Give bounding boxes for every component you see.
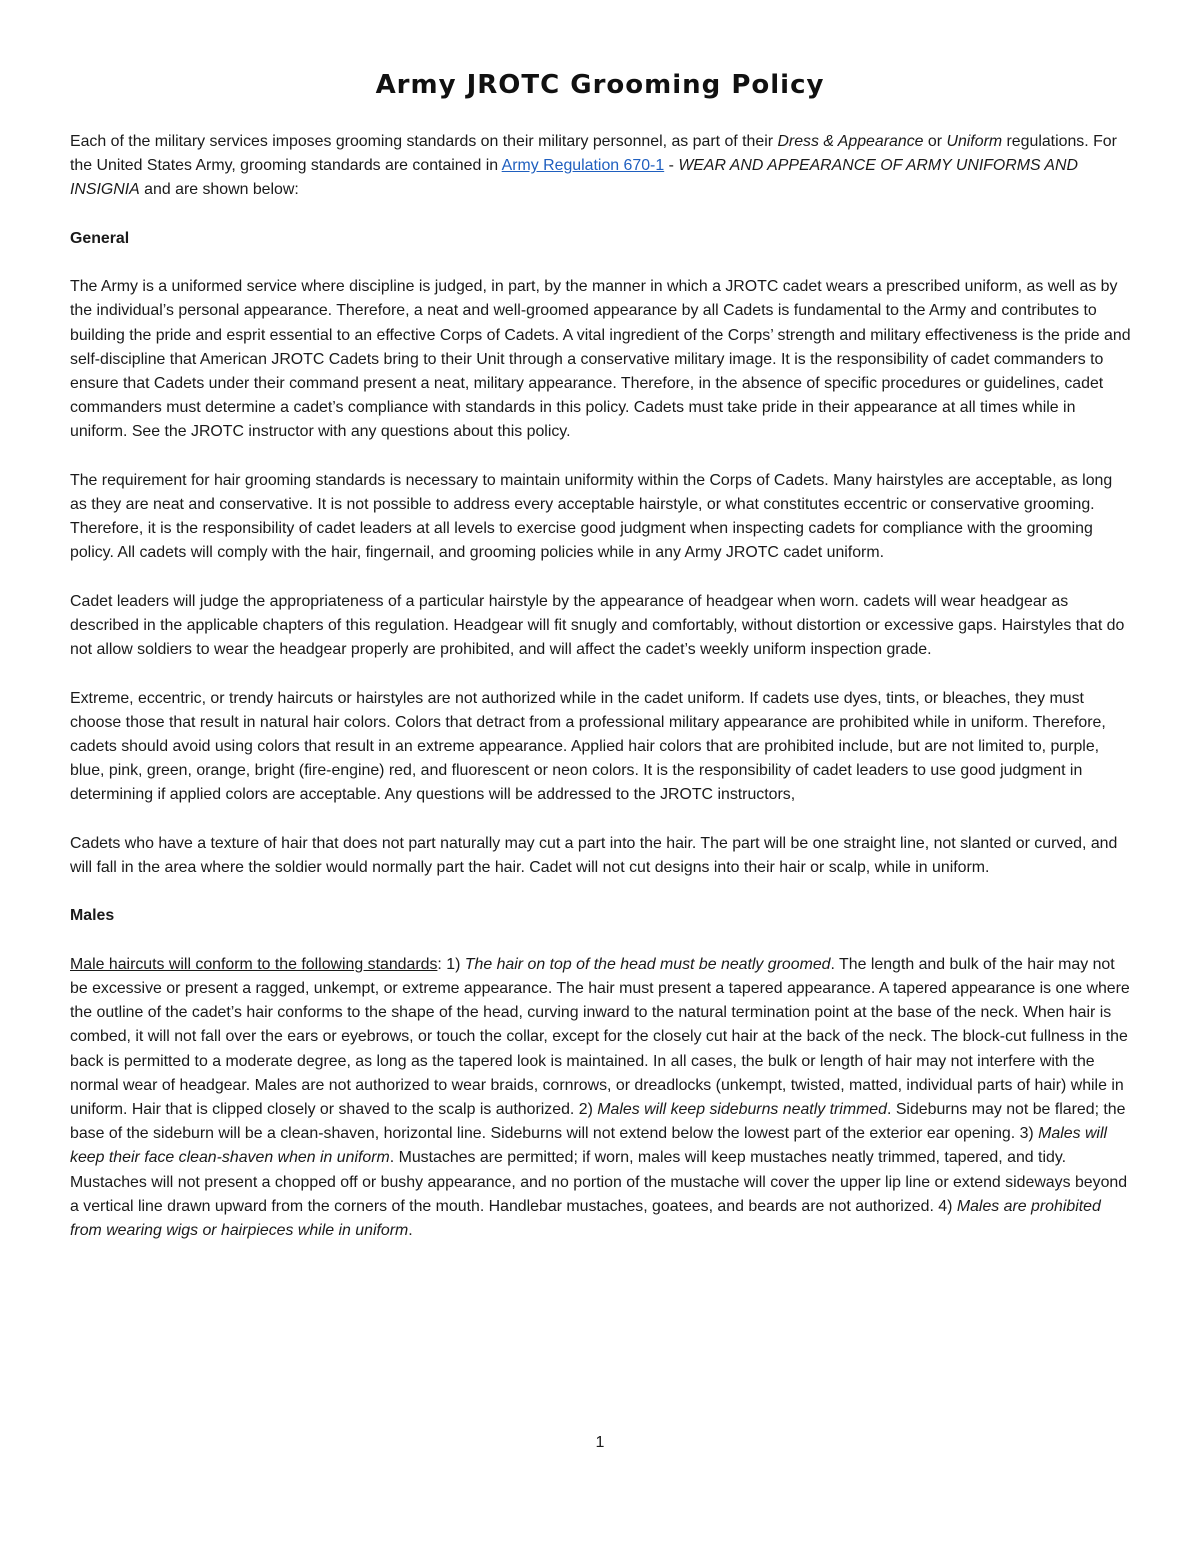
males-text: . Mustaches are permitted; if worn, males will keep mustaches neatly trimmed, tapered, and tidy. Mustaches will not present a chopped off or bushy appearance, and no portion of the mustache will cover the upper lip line or extend sideways beyond a vertical line drawn upward from the corners of the mouth. Handlebar mustaches, goatees, and beards are not authorized. 4): [70, 1149, 1128, 1215]
males-heading: Males: [70, 907, 115, 925]
page-title: Army JROTC Grooming Policy: [375, 70, 825, 100]
intro-paragraph: [70, 130, 1132, 203]
intro-dress-appearance: Dress & Appearance: [777, 133, 924, 150]
general-paragraph-1: The Army is a uniformed service where discipline is judged, in part, by the manner in which a JROTC cadet wears a prescribed uniform, as well as by the individual’s personal appearance. Therefore, a neat and well-groomed appearance by all Cadets is fundamental to the Army and contributes to building the pride and esprit essential to an effective Corps of Cadets. A vital ingredient of the Corps’ strength and military effectiveness is the pride and self-discipline that American JROTC Cadets bring to their Unit through a conservative military image. It is the responsibility of cadet commanders to ensure that Cadets under their command present a neat, military appearance. Therefore, in the absence of specific procedures or guidelines, cadet commanders must determine a cadet’s compliance with standards in this policy. Cadets must take pride in their appearance at all times while in uniform. See the JROTC instructor with any questions about this policy.: [70, 278, 1131, 441]
intro-uniform: Uniform: [946, 133, 1003, 150]
general-paragraph-4: Extreme, eccentric, or trendy haircuts or hairstyles are not authorized while in the cadet uniform. If cadets use dyes, tints, or bleaches, they must choose those that result in natural hair colors. Colors that detract from a professional military appearance are prohibited while in uniform. Therefore, cadets should avoid using colors that result in an extreme appearance. Applied hair colors that are prohibited include, but are not limited to, purple, blue, pink, green, orange, bright (fire-engine) red, and fluorescent or neon colors. It is the responsibility of cadet leaders to use good judgment in determining if applied colors are acceptable. Any questions will be addressed to the JROTC instructors,: [70, 689, 1106, 804]
males-rule-hair-top: The hair on top of the head must be neatly groomed: [464, 955, 831, 973]
intro-text: or: [923, 133, 947, 150]
general-paragraph-3: Cadet leaders will judge the appropriateness of a particular hairstyle by the appearance of headgear when worn. cadets will wear headgear as described in the applicable chapters of this regulation. Headgear will fit snugly and comfortably, without distortion or excessive gaps. Hairstyles that do not allow soldiers to wear the headgear properly are prohibited, and will affect the cadet’s weekly uniform inspection grade.: [70, 592, 1125, 659]
intro-regulation-title: WEAR AND APPEARANCE OF ARMY UNIFORMS AND INSIGNIA: [70, 157, 1078, 199]
general-heading: General: [70, 229, 130, 247]
males-rule-wigs: Males are prohibited from wearing wigs or hairpieces while in uniform: [70, 1197, 1101, 1240]
males-rule-clean-shaven: Males will keep their face clean-shaven when in uniform: [70, 1125, 1108, 1167]
document-body: [70, 130, 1132, 1267]
males-text: . The length and bulk of the hair may not be excessive or present a ragged, unkempt, or extreme appearance. The hair must present a tapered appearance. A tapered appearance is one where the outline of the cadet’s hair conforms to the shape of the head, curving inward to the natural termination point at the base of the neck. When hair is combed, it will not fall over the ears or eyebrows, or touch the collar, except for the closely cut hair at the back of the neck. The block-cut fullness in the back is permitted to a moderate degree, as long as the tapered look is maintained. In all cases, the bulk or length of hair may not interfere with the normal wear of headgear. Males are not authorized to wear braids, cornrows, or dreadlocks (unkempt, twisted, matted, individual parts of hair) while in uniform. Hair that is clipped closely or shaved to the scalp is authorized. 2): [70, 955, 1130, 1118]
intro-text: and are shown below:: [139, 181, 299, 199]
army-regulation-link[interactable]: Army Regulation 670-1: [501, 157, 665, 175]
general-paragraph-2: The requirement for hair grooming standards is necessary to maintain uniformity within the Corps of Cadets. Many hairstyles are acceptable, as long as they are neat and conservative. It is not possible to address every acceptable hairstyle, or what constitutes eccentric or conservative grooming. Therefore, it is the responsibility of cadet leaders at all levels to exercise good judgment when inspecting cadets for compliance with the grooming policy. All cadets will comply with the hair, fingernail, and grooming policies while in any Army JROTC cadet uniform.: [70, 471, 1113, 562]
intro-text: regulations. For the United States Army, grooming standards are contained in: [70, 133, 1117, 175]
intro-text: Each of the military services imposes grooming standards on their military personnel, as part of their: [70, 133, 778, 150]
intro-text: -: [664, 157, 679, 175]
males-rule-sideburns: Males will keep sideburns neatly trimmed: [597, 1101, 887, 1118]
page-number: 1: [595, 1434, 605, 1451]
general-paragraph-5: Cadets who have a texture of hair that does not part naturally may cut a part into the hair. The part will be one straight line, not slanted or curved, and will fall in the area where the soldier would normally part the hair. Cadet will not cut designs into their hair or scalp, while in uniform.: [70, 834, 1118, 876]
males-text: : 1): [437, 955, 465, 973]
males-paragraph: [70, 953, 1132, 1243]
males-text: .: [408, 1222, 413, 1240]
males-standards-lead: Male haircuts will conform to the following standards: [70, 955, 438, 973]
males-text: . Sideburns may not be flared; the base of the sideburn will be a clean-shaven, horizontal line. Sideburns will not extend below the lowest part of the exterior ear opening. 3): [70, 1101, 1126, 1143]
